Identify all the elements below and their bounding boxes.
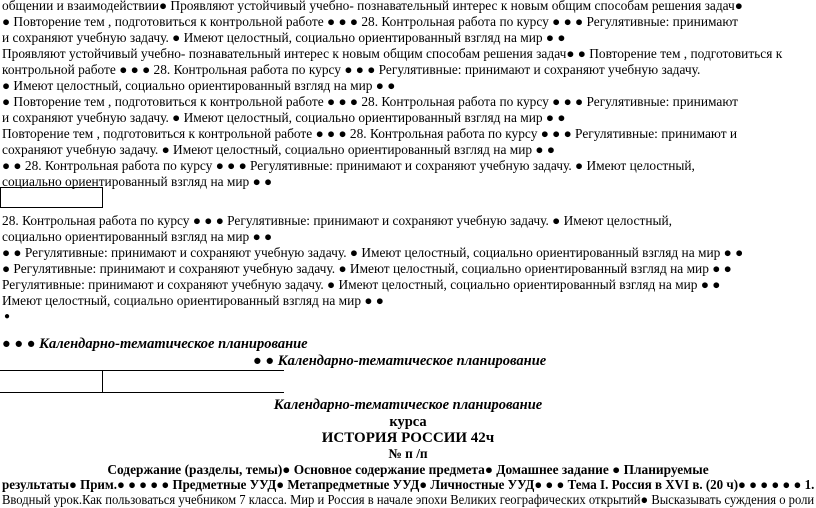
- plan-heading: ● ● ● Календарно-тематическое планирование: [2, 336, 308, 352]
- lesson-row: Вводный урок.Как пользоваться учебником 7 класса. Мир и Россия в начале эпохи Великих географических открытий● Высказывать суждения о роли: [2, 492, 815, 507]
- text-line: Имеют целостный, социально ориентированный взгляд на мир ● ●: [2, 293, 384, 308]
- text-line: ● ● 28. Контрольная работа по курсу ● ● ● Регулятивные: принимают и сохраняют учебную задачу. ● Имеют целостный,: [2, 158, 695, 173]
- text-line: 28. Контрольная работа по курсу ● ● ● Регулятивные: принимают и сохраняют учебную задачу. ● Имеют целостный,: [2, 213, 673, 228]
- text-line: социально ориентированный взгляд на мир ● ●: [2, 229, 273, 244]
- text-line: общении и взаимодействии● Проявляют устойчивый учебно- познавательный интерес к новым общим способам решения задач●: [2, 0, 743, 13]
- text-line: ● ● Регулятивные: принимают и сохраняют учебную задачу. ● Имеют целостный, социально ориентированный взгляд на мир ● ●: [2, 245, 744, 260]
- empty-table-cell: [0, 187, 103, 208]
- table-rule: [0, 392, 284, 393]
- course-label: курса: [389, 414, 427, 430]
- text-line: Повторение тем , подготовиться к контрольной работе ● ● ● 28. Контрольная работа по курсу ● ● ● Регулятивные: принимают и: [2, 126, 738, 141]
- number-label: № п /п: [388, 446, 428, 461]
- text-line: ● Повторение тем , подготовиться к контрольной работе ● ● ● 28. Контрольная работа по курсу ● ● ● Регулятивные: принимают: [2, 14, 739, 29]
- text-line: социально ориентированный взгляд на мир ● ●: [2, 174, 273, 189]
- table-header: Содержание (разделы, темы)● Основное содержание предмета● Домашнее задание ● Планируемые: [107, 462, 709, 477]
- plan-title: Календарно-тематическое планирование: [273, 397, 543, 413]
- bullet-mark: ●: [4, 311, 11, 322]
- table-rule: [0, 370, 284, 371]
- text-line: сохраняют учебную задачу. ● Имеют целостный, социально ориентированный взгляд на мир ● ●: [2, 142, 555, 157]
- text-line: контрольной работе ● ● ● 28. Контрольная работа по курсу ● ● ● Регулятивные: принимают и сохраняют учебную задачу.: [2, 62, 701, 77]
- text-line: ● Регулятивные: принимают и сохраняют учебную задачу. ● Имеют целостный, социально ориентированный взгляд на мир ● ●: [2, 261, 732, 276]
- text-line: и сохраняют учебную задачу. ● Имеют целостный, социально ориентированный взгляд на мир ● ●: [2, 110, 566, 125]
- table-header: результаты● Прим.● ● ● ● ● Предметные УУД● Метапредметные УУД● Личностные УУД● ● ● Тема I. Россия в XVI в. (20 ч)● ● ● ● ● ● 1.: [2, 477, 815, 492]
- course-title: ИСТОРИЯ РОССИИ 42ч: [321, 430, 495, 446]
- plan-heading: ● ● Календарно-тематическое планирование: [253, 353, 547, 369]
- text-line: и сохраняют учебную задачу. ● Имеют целостный, социально ориентированный взгляд на мир ● ●: [2, 30, 566, 45]
- text-line: Регулятивные: принимают и сохраняют учебную задачу. ● Имеют целостный, социально ориентированный взгляд на мир ● ●: [2, 277, 721, 292]
- text-line: Проявляют устойчивый учебно- познавательный интерес к новым общим способам решения задач● ● Повторение тем , подготовиться к: [2, 46, 783, 61]
- text-line: ● Имеют целостный, социально ориентированный взгляд на мир ● ●: [2, 78, 396, 93]
- text-line: ● Повторение тем , подготовиться к контрольной работе ● ● ● 28. Контрольная работа по курсу ● ● ● Регулятивные: принимают: [2, 94, 739, 109]
- table-rule: [102, 370, 103, 392]
